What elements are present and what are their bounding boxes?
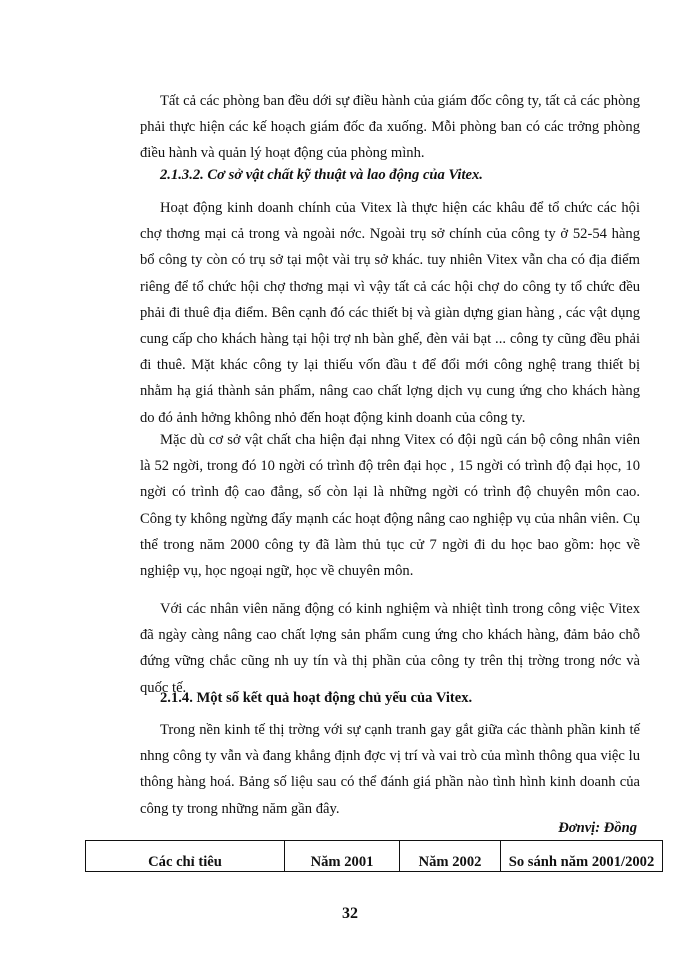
table-header-row: [86, 841, 663, 872]
paragraph-text: Với các nhân viên năng động có kinh nghiệm và nhiệt tình trong công việc Vitex đã ngày càng nâng cao chất lợng sản phẩm cung ứng cho khách hàng, đảm bảo chỗ đứng vững chắc cũng nh uy tín và thị phần của công ty trên thị trờng trong nớc và quốc tế.: [140, 601, 640, 696]
table-header-cell: Năm 2001: [285, 841, 400, 872]
unit-label: Đơnvị: Đồng: [558, 820, 637, 836]
paragraph-text: Trong nền kinh tế thị trờng với sự cạnh tranh gay gắt giữa các thành phần kinh tế nhng công ty vẫn và đang khẳng định đợc vị trí và vai trò của mình thông qua việc lu thông hàng hoá. Bảng số liệu sau có thể đánh giá phần nào tình hình kinh doanh của công ty trong những năm gần đây.: [140, 722, 640, 817]
paragraph-quality: [140, 596, 640, 701]
section-heading-2-1-3-2: [160, 167, 483, 184]
table-header-cell: Năm 2002: [400, 841, 501, 872]
paragraph-text: Tất cả các phòng ban đều dới sự điều hành của giám đốc công ty, tất cả các phòng phải thực hiện các kế hoạch giám đốc đa xuống. Mỗi phòng ban có các trởng phòng điều hành và quản lý hoạt động của phòng mình.: [140, 93, 640, 162]
results-table: [85, 840, 663, 872]
heading-text: 2.1.3.2. Cơ sở vật chất kỹ thuật và lao động của Vitex.: [160, 167, 483, 183]
paragraph-market: [140, 717, 640, 822]
table-header-cell: Các chỉ tiêu: [86, 841, 285, 872]
section-heading-2-1-4: [160, 690, 472, 707]
page-number: 32: [342, 905, 358, 922]
paragraph-text: Mặc dù cơ sở vật chất cha hiện đại nhng Vitex có đội ngũ cán bộ công nhân viên là 52 ngời, trong đó 10 ngời có trình độ trên đại học , 15 ngời có trình độ đại học, 10 ngời có trình độ cao đẳng, số còn lại là những ngời có trình độ chuyên môn cao. Công ty không ngừng đẩy mạnh các hoạt động nâng cao nghiệp vụ của nhân viên. Cụ thể trong năm 2000 công ty đã làm thủ tục cử 7 ngời đi du học bao gồm: học về nghiệp vụ, học ngoại ngữ, học về chuyên môn.: [140, 432, 640, 580]
paragraph-text: Hoạt động kinh doanh chính của Vitex là thực hiện các khâu để tổ chức các hội chợ thơng mại cả trong và ngoài nớc. Ngoài trụ sở chính của công ty ở 52-54 hàng bổ công ty còn có trụ sở tại một vài trụ sở khác. tuy nhiên Vitex vẫn cha có địa điểm riêng để tổ chức hội chợ thơng mại vì vậy tất cả các hội chợ do công ty tổ chức đều phải đi thuê địa điểm. Bên cạnh đó các thiết bị và giàn dựng gian hàng , các vật dụng cung cấp cho khách hàng tại hội trợ nh bàn ghế, đèn vải bạt ... công ty cũng đều phải đi thuê. Mặt khác công ty lại thiếu vốn đầu t để đổi mới công nghệ trang thiết bị nhằm hạ giá thành sản phẩm, nâng cao chất lợng dịch vụ cung ứng cho khách hàng do đó ảnh hởng không nhỏ đến hoạt động kinh doanh của công ty.: [140, 200, 640, 426]
paragraph-staff: [140, 427, 640, 584]
table-header-cell: So sánh năm 2001/2002: [501, 841, 663, 872]
paragraph-departments: [140, 88, 640, 167]
heading-text: 2.1.4. Một số kết quả hoạt động chủ yếu của Vitex.: [160, 690, 473, 706]
paragraph-business-activity: [140, 195, 640, 431]
